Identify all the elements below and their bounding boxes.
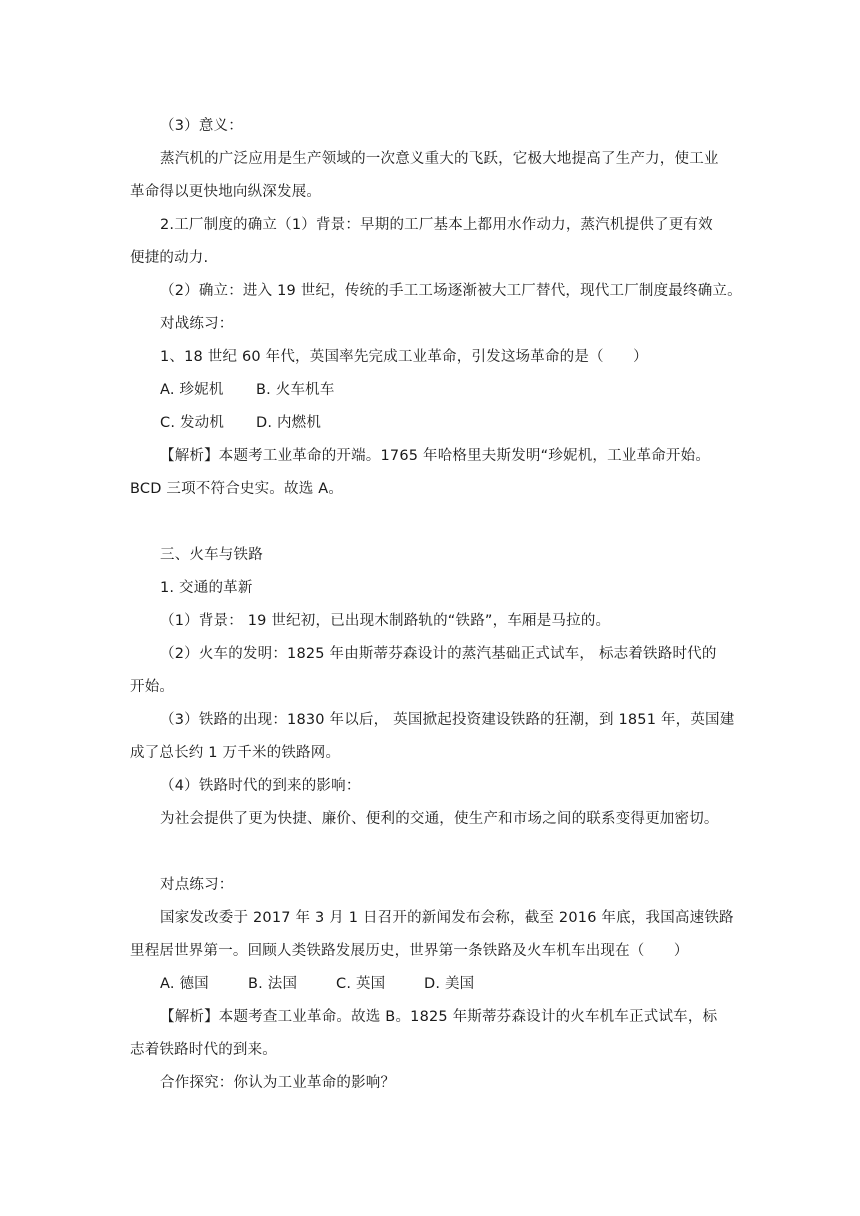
paragraph-line: 蒸汽机的广泛应用是生产领域的一次意义重大的飞跃，它极大地提高了生产力，使工业 bbox=[160, 151, 719, 167]
section-heading-trains-railways: 三、火车与铁路 bbox=[160, 547, 263, 563]
analysis-line: BCD 三项不符合史实。故选 A。 bbox=[130, 481, 344, 497]
discussion-prompt: 合作探究：你认为工业革命的影响？ bbox=[160, 1075, 396, 1091]
option-d: D. 内燃机 bbox=[256, 415, 322, 431]
question-1: 1、18 世纪 60 年代，英国率先完成工业革命，引发这场革命的是（ ） bbox=[160, 349, 648, 365]
option-b: B. 火车机车 bbox=[256, 382, 335, 398]
subheading-transport-innovation: 1. 交通的革新 bbox=[160, 580, 253, 596]
question-2: 里程居世界第一。回顾人类铁路发展历史，世界第一条铁路及火车机车出现在（ ） bbox=[130, 943, 689, 959]
option-c: C. 发动机 bbox=[160, 415, 225, 431]
question-1-options-row-2 bbox=[130, 407, 740, 440]
analysis-line: 【解析】本题考工业革命的开端。1765 年哈格里夫斯发明“珍妮机，工业革命开始。 bbox=[160, 448, 711, 464]
paragraph-line: （4）铁路时代的到来的影响： bbox=[160, 778, 361, 794]
analysis-line: 志着铁路时代的到来。 bbox=[130, 1042, 277, 1058]
option-d: D. 美国 bbox=[424, 976, 475, 992]
option-a: A. 德国 bbox=[160, 976, 209, 992]
option-b: B. 法国 bbox=[248, 976, 298, 992]
section-heading-factory-system: 2.工厂制度的确立（1）背景：早期的工厂基本上都用水作动力，蒸汽机提供了更有效 bbox=[160, 217, 713, 233]
paragraph-line: （1）背景： 19 世纪初，已出现木制路轨的“铁路”，车厢是马拉的。 bbox=[160, 613, 611, 629]
section-heading-significance: （3）意义： bbox=[160, 118, 243, 134]
paragraph-line: 成了总长约 1 万千米的铁路网。 bbox=[130, 745, 341, 761]
paragraph-line: 便捷的动力. bbox=[130, 250, 209, 266]
option-c: C. 英国 bbox=[336, 976, 386, 992]
paragraph-line: 开始。 bbox=[130, 679, 175, 695]
option-a: A. 珍妮机 bbox=[160, 382, 224, 398]
paragraph-line: 革命得以更快地向纵深发展。 bbox=[130, 184, 322, 200]
question-2: 国家发改委于 2017 年 3 月 1 日召开的新闻发布会称，截至 2016 年底，我国高速铁路 bbox=[160, 910, 734, 926]
spacer bbox=[130, 836, 740, 869]
paragraph-line: 为社会提供了更为快捷、廉价、便利的交通，使生产和市场之间的联系变得更加密切。 bbox=[160, 811, 719, 827]
question-1-options-row-1 bbox=[130, 374, 740, 407]
analysis-line: 【解析】本题考查工业革命。故选 B。1825 年斯蒂芬森设计的火车机车正式试车，标 bbox=[160, 1009, 718, 1025]
paragraph-line: （2）确立：进入 19 世纪，传统的手工工场逐渐被大工厂替代，现代工厂制度最终确立。 bbox=[160, 283, 742, 299]
spacer bbox=[130, 506, 740, 539]
paragraph-line: （2）火车的发明：1825 年由斯蒂芬森设计的蒸汽基础正式试车， 标志着铁路时代的 bbox=[160, 646, 717, 662]
exercise-heading: 对战练习： bbox=[160, 316, 234, 332]
paragraph-line: （3）铁路的出现：1830 年以后， 英国掀起投资建设铁路的狂潮，到 1851 年，英国建 bbox=[160, 712, 735, 728]
exercise-heading: 对点练习： bbox=[160, 877, 234, 893]
question-2-options bbox=[130, 968, 740, 1001]
